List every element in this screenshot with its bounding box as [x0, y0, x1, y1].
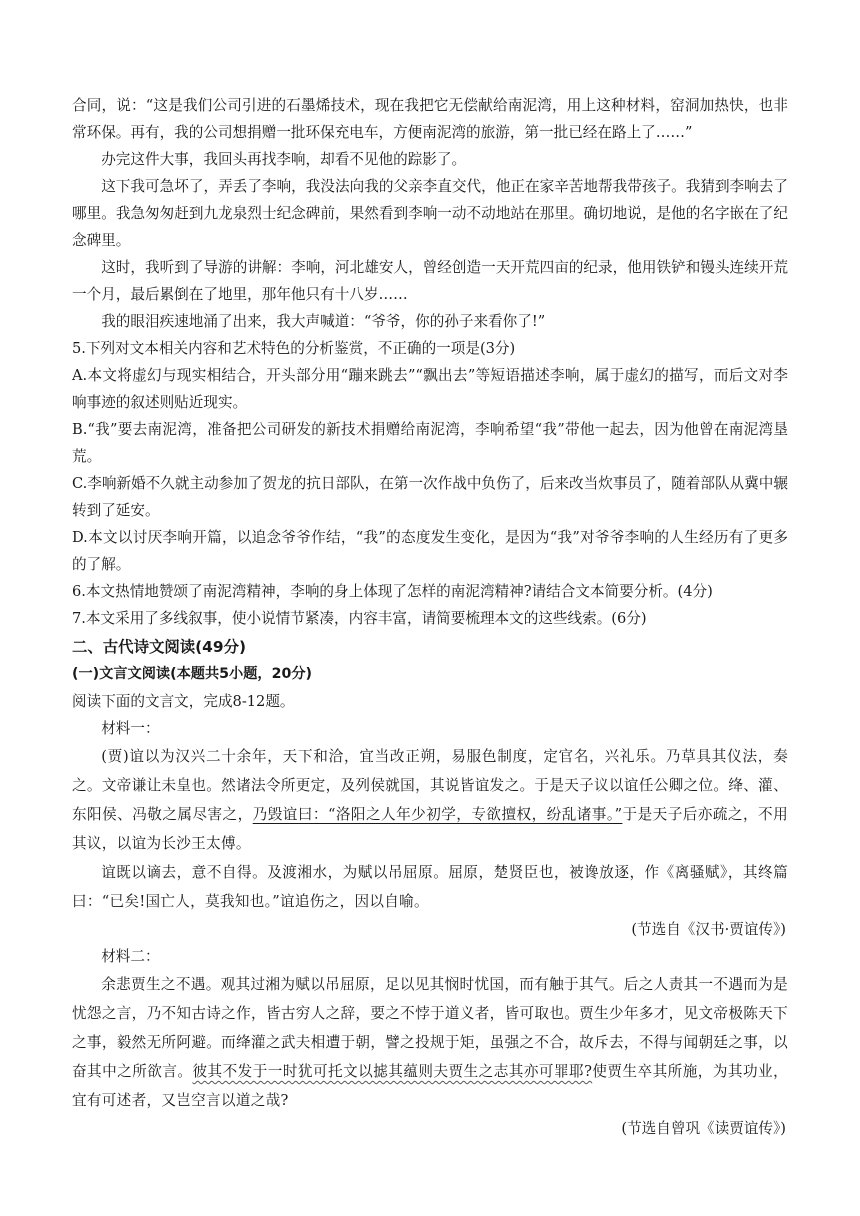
material-2-paragraph [72, 970, 788, 1115]
subsection-title: (一)文言文阅读(本题共5小题，20分) [72, 666, 312, 682]
material-2-source: (节选自曾巩《读贾谊传》) [621, 1120, 786, 1137]
material-2-text: 使贾生卒其所施，为其功业，宜有可述者，又岂空言以道之哉? [72, 1063, 788, 1109]
section-title: 二、古代诗文阅读(49分) [72, 638, 247, 656]
material-2-text: 余悲贾生之不遇。观其过湘为赋以吊屈原，足以见其悯时忧国，而有触于其气。后之人责其一不遇而为是忧怨之言，乃不知古诗之作，皆古穷人之辞，要之不悖于道义者，皆可取也。贾生少年多才，见文帝极陈天下之事，毅然无所阿避。而绛灌之武夫相遭于朝，譬之投规于矩，虽强之不合，故斥去，不得与闻朝廷之事，以奋其中之所欲言。 [72, 976, 788, 1080]
question-6: 6.本文热情地赞颂了南泥湾精神，李响的身上体现了怎样的南泥湾精神?请结合文本简要分析。(4分) [72, 583, 713, 600]
option-d: D.本文以讨厌李响开篇，以追念爷爷作结，“我”的态度发生变化，是因为“我”对爷爷李响的人生经历有了更多的了解。 [72, 529, 788, 573]
material-2-label: 材料二： [101, 948, 160, 965]
story-paragraph: 这时，我听到了导游的讲解：李响，河北雄安人，曾经创造一天开荒四亩的纪录，他用铁铲和镘头连续开荒一个月，最后累倒在了地里，那年他只有十八岁…… [72, 259, 788, 303]
question-5: 5.下列对文本相关内容和艺术特色的分析鉴赏，不正确的一项是(3分) [72, 340, 516, 357]
material-1-label: 材料一： [101, 720, 160, 737]
option-a: A.本文将虚幻与现实相结合，开头部分用“蹦来跳去”“飘出去”等短语描述李响，属于虚幻的描写，而后文对李响事迹的叙述则贴近现实。 [72, 367, 788, 411]
story-paragraph: 办完这件大事，我回头再找李响，却看不见他的踪影了。 [101, 151, 467, 168]
material-1-text: (贾)谊以为汉兴二十余年，天下和洽，宜当改正朔，易服色制度，定官名，兴礼乐。乃草具其仪法，奏之。文帝谦让未皇也。然诸法令所更定，及列侯就国，其说皆谊发之。于是天子议以谊任公卿之位。绛、灌、东阳侯、冯敬之属尽害之， [72, 748, 788, 823]
underlined-sentence: 乃毁谊曰：“洛阳之人年少初学，专欲擅权，纷乱诸事。” [252, 806, 623, 823]
story-paragraph: 我的眼泪疾速地涌了出来，我大声喊道：“爷爷，你的孙子来看你了!” [101, 313, 546, 330]
wavy-underlined-sentence: 彼其不发于一时犹可托文以摅其蕴则夫贾生之志其亦可罪耶? [192, 1063, 593, 1080]
exam-page [72, 92, 788, 1142]
story-paragraph: 合同，说：“这是我们公司引进的石墨烯技术，现在我把它无偿献给南泥湾，用上这种材料，窑洞加热快，也非常环保。再有，我的公司想捐赠一批环保充电车，方便南泥湾的旅游，第一批已经在路上了……” [72, 97, 788, 141]
instruction: 阅读下面的文言文，完成8-12题。 [72, 693, 295, 710]
option-c: C.李响新婚不久就主动参加了贺龙的抗日部队，在第一次作战中负伤了，后来改当炊事员了，随着部队从冀中辗转到了延安。 [72, 475, 788, 519]
material-1-source: (节选自《汉书·贾谊传》) [631, 921, 786, 938]
option-b: B.“我”要去南泥湾，准备把公司研发的新技术捐赠给南泥湾，李响希望“我”带他一起去，因为他曾在南泥湾垦荒。 [72, 421, 788, 465]
story-paragraph: 这下我可急坏了，弄丢了李响，我没法向我的父亲李直交代，他正在家辛苦地帮我带孩子。我猜到李响去了哪里。我急匆匆赶到九龙泉烈士纪念碑前，果然看到李响一动不动地站在那里。确切地说，是他的名字嵌在了纪念碑里。 [72, 178, 788, 249]
material-1-paragraph: 谊既以谪去，意不自得。及渡湘水，为赋以吊屈原。屈原，楚贤臣也，被谗放逐，作《离骚赋》，其终篇曰：“已矣!国亡人，莫我知也。”谊追伤之，因以自喻。 [72, 864, 788, 910]
material-1-text: 于是天子后亦疏之，不用其议，以谊为长沙王太傅。 [72, 806, 788, 852]
material-1-paragraph [72, 742, 788, 858]
question-7: 7.本文采用了多线叙事，使小说情节紧凑，内容丰富，请简要梳理本文的这些线索。(6分) [72, 610, 647, 627]
